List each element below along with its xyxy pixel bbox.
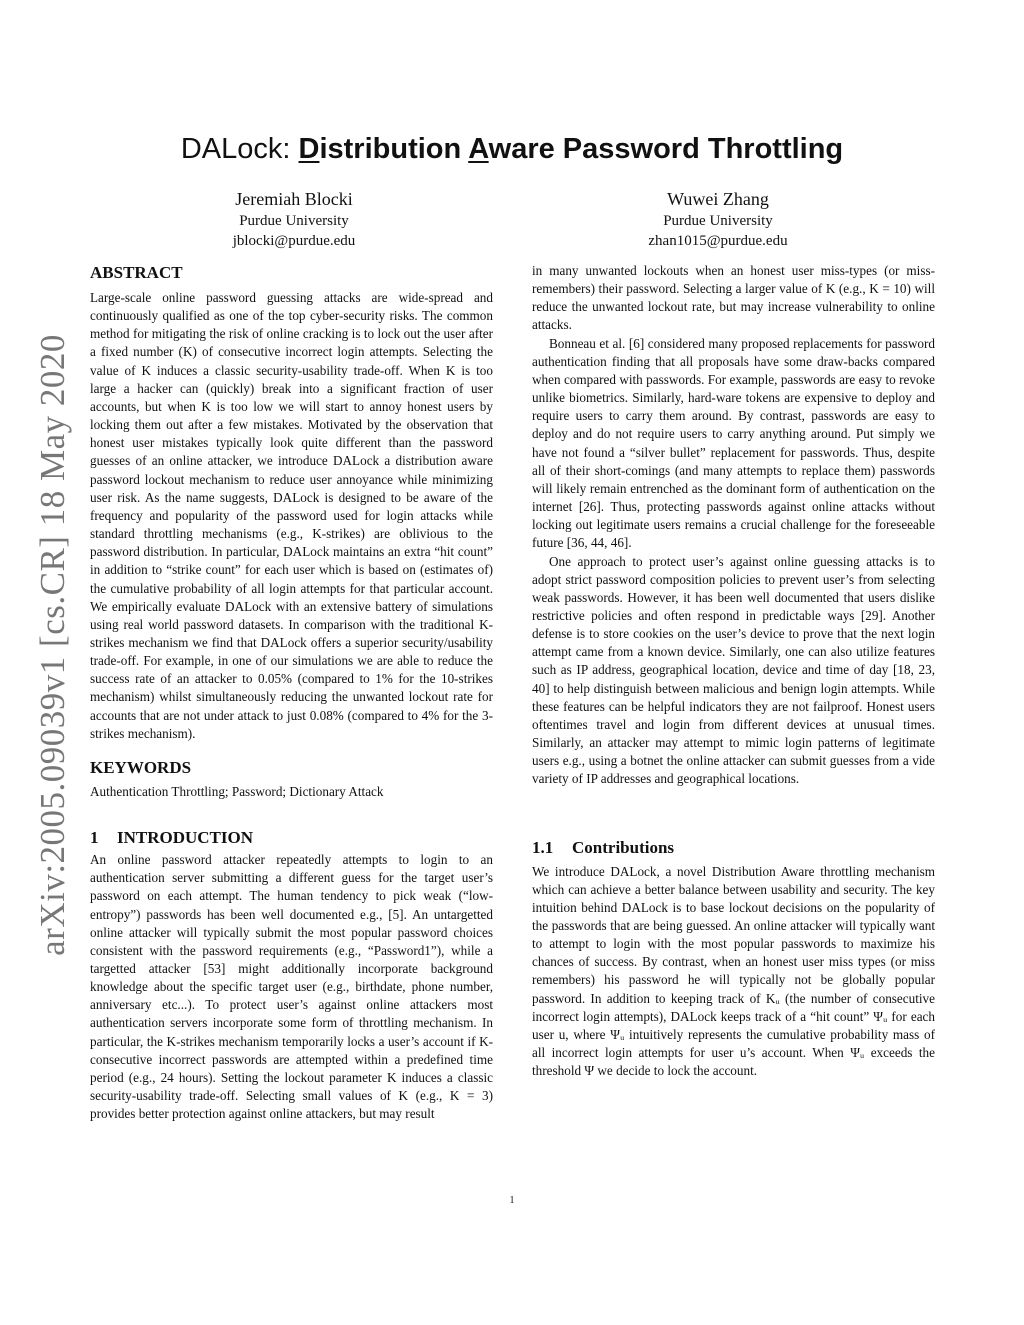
introduction-paragraph-2: Bonneau et al. [6] considered many proposed replacements for password authentication finding that all proposals have some draw-backs compared when compared with passwords. For example, passwords are easy to revoke unlike biometrics. Similarly, hard-ware tokens are expensive to deploy and require users to carry them around. By contrast, passwords are easy to deploy and do not require users to carry anything around. Put simply we have not found a “silver bullet” replacement for passwords. Thus, despite all of their short-comings (and many attempts to replace them) passwords will likely remain entrenched as the dominant form of authentication on the internet [26]. Thus, protecting passwords against online attacks without locking out legitimate users remains a crucial challenge for the foreseeable future [36, 44, 46]. [532,335,935,551]
title-d-letter: D [298,133,320,165]
author-affiliation: Purdue University [663,213,773,229]
title-a-letter: A [468,133,489,165]
title-istribution: istribution [319,133,469,165]
author-name: Jeremiah Blocki [235,189,353,209]
author-block-2 [568,187,868,251]
abstract-body: Large-scale online password guessing attacks are wide-spread and continuously qualified as one of the top cyber-security risks. The common method for mitigating the risk of online cracking is to lock out the user after a fixed number (K) of consecutive incorrect login attempts. Selecting the value of K induces a classic security-usability trade-off. When K is too large a hacker can (quickly) break into a significant fraction of user accounts, but when K is too low we will start to annoy honest users by locking them out after a few mistakes. Motivated by the observation that honest user mistakes typically look quite different than the password guesses of an online attacker, we introduce DALock a distribution aware password lockout mechanism to reduce user annoyance while minimizing user risk. As the name suggests, DALock is designed to be aware of the frequency and popularity of the password used for login attacks while standard throttling mechanisms (e.g., K-strikes) are oblivious to the password distribution. In particular, DALock maintains an extra “hit count” in addition to “strike count” for each user which is based on (estimates of) the cumulative probability of all login attempts for that particular account. We empirically evaluate DALock with an extensive battery of simulations using real world password datasets. In comparison with the traditional K-strikes mechanism we find that DALock offers a superior security/usability trade-off. For example, in one of our simulations we are able to reduce the success rate of an attacker to 0.05% (compared to 1% for the 10-strikes mechanism) whilst simultaneously reducing the unwanted lockout rate for accounts that are not under attack to just 0.08% (compared to 4% for the 3-strikes mechanism). [90,290,493,741]
page-number: 1 [509,1195,515,1206]
author-affiliation: Purdue University [239,213,349,229]
paper-title [0,133,1024,166]
contributions-title: Contributions [572,837,675,857]
author-block-1 [144,187,444,251]
introduction-title: INTRODUCTION [117,828,254,848]
author-name: Wuwei Zhang [667,189,769,209]
introduction-paragraph-1: An online password attacker repeatedly attempts to login to an authentication server submitting a different guess for the target user’s password on each attempt. The human tendency to pick weak (“low-entropy”) passwords has been well documented e.g., [5]. An untargetted online attacker will typically submit the most popular password choices consistent with the password requirements (e.g., “Password1”), while a targetted attacker [53] might additionally incorporate background knowledge about the specific target user (e.g., birthdate, phone number, anniversary etc...). To protect user’s against online attackers most authentication servers incorporate some form of throttling mechanism. In particular, the K-strikes mechanism temporarily locks a user’s account if K-consecutive incorrect passwords are attempted within a predefined time period (e.g., 24 hours). Setting the lockout parameter K induces a classic security-usability trade-off. Selecting small values of K (e.g., K = 3) provides better protection against online attackers, but may result [90,852,493,1122]
introduction-paragraph-1-continued: in many unwanted lockouts when an honest user miss-types (or miss-remembers) their password. Selecting a larger value of K (e.g., K = 10) will reduce the unwanted lockout rate, but may increase vulnerability to online attacks. [532,263,935,333]
contributions-body: We introduce DALock, a novel Distribution Aware throttling mechanism which can achieve a better balance between usability and security. The key intuition behind DALock is to base lockout decisions on the popularity of the passwords that are being guessed. An online attacker will typically want to attempt to login with the most popular passwords to maximize his chances of success. By contrast, when an honest user miss types (or miss remembers) his password he will typically not be globally popular password. In addition to keeping track of Kᵤ (the number of consecutive incorrect login attempts), DALock keeps track of a “hit count” Ψᵤ for each user u, where Ψᵤ intuitively represents the cumulative probability mass of all incorrect login attempts for user u’s account. When Ψᵤ exceeds the threshold Ψ we decide to lock the account. [532,863,935,1079]
title-rest: ware Password Throttling [488,133,844,165]
arxiv-identifier-text: arXiv:2005.09039v1 [cs.CR] 18 May 2020 [33,334,73,956]
author-email: zhan1015@purdue.edu [648,233,788,249]
introduction-heading [90,827,493,849]
introduction-paragraph-3: One approach to protect user’s against online guessing attacks is to adopt strict password composition policies to prevent user’s from selecting weak passwords. However, it has been well documented that users dislike restrictive policies and often respond in predictable ways [29]. Another defense is to store cookies on the user’s device to prove that the next login attempt came from a known device. Similarly, one can also utilize features such as IP address, geographical location, device and time of day [18, 23, 40] to help distinguish between malicious and benign login attempts. While these features can be helpful indicators they are not failproof. Honest users oftentimes travel and login from different devices at unusual times. Similarly, an attacker may attempt to mimic login patterns of legitimate users e.g., using a botnet the online attacker can submit guesses from a vide variety of IP addresses and geographical locations. [532,553,935,787]
keywords-heading: KEYWORDS [90,757,192,777]
title-prefix: DALock: [180,133,299,165]
abstract-heading: ABSTRACT [90,263,183,282]
contributions-heading [532,837,935,859]
left-column [90,262,493,1123]
introduction-number: 1 [90,828,99,848]
arxiv-identifier [18,334,88,956]
keywords-body: Authentication Throttling; Password; Dictionary Attack [90,783,384,799]
contributions-number: 1.1 [532,837,554,857]
right-column [532,262,935,1080]
author-email: jblocki@purdue.edu [232,233,356,249]
